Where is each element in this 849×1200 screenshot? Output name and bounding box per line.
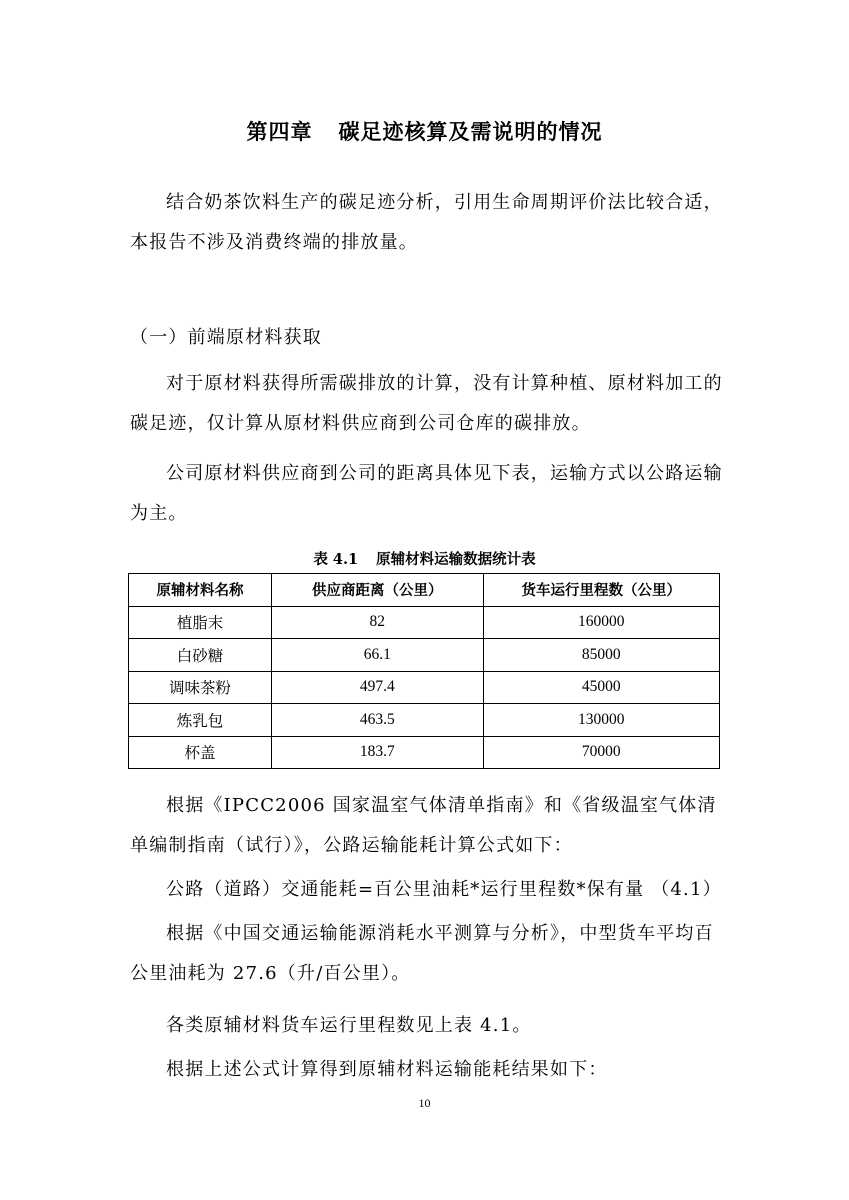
table-row (129, 704, 720, 737)
intro-paragraph: 结合奶茶饮料生产的碳足迹分析，引用生命周期评价法比较合适，本报告不涉及消费终端的排放量。 (130, 192, 723, 253)
table-cell: 植脂末 (129, 606, 272, 639)
paragraph-6: 根据上述公式计算得到原辅材料运输能耗结果如下： (166, 1059, 608, 1080)
table-header-cell: 供应商距离（公里） (271, 574, 483, 607)
table-cell: 炼乳包 (129, 704, 272, 737)
table-cell: 130000 (483, 704, 719, 737)
table-row (129, 606, 720, 639)
table-caption-text: 原辅材料运输数据统计表 (376, 551, 536, 568)
paragraph-3: 根据《IPCC2006 国家温室气体清单指南》和《省级温室气体清单编制指南（试行）》，公路运输能耗计算公式如下： (130, 795, 717, 856)
formula-line: 公路（道路）交通能耗=百公里油耗*运行里程数*保有量 （4.1） (166, 879, 722, 900)
table-header-row (129, 574, 720, 607)
table-caption (0, 548, 849, 569)
table-row (129, 736, 720, 769)
table-cell: 183.7 (271, 736, 483, 769)
section-heading: （一）前端原材料获取 (130, 327, 322, 348)
table-header-cell: 货车运行里程数（公里） (483, 574, 719, 607)
table-cell: 82 (271, 606, 483, 639)
table-cell: 463.5 (271, 704, 483, 737)
table-cell: 497.4 (271, 671, 483, 704)
page-number: 10 (418, 1096, 431, 1110)
table-cell: 杯盖 (129, 736, 272, 769)
table-cell: 调味茶粉 (129, 671, 272, 704)
table-cell: 85000 (483, 639, 719, 672)
table-cell: 70000 (483, 736, 719, 769)
table-cell: 160000 (483, 606, 719, 639)
paragraph-1: 对于原材料获得所需碳排放的计算，没有计算种植、原材料加工的碳足迹，仅计算从原材料供应商到公司仓库的碳排放。 (130, 373, 723, 434)
table-cell: 66.1 (271, 639, 483, 672)
chapter-number: 第四章 (246, 120, 313, 144)
table-row (129, 671, 720, 704)
paragraph-4: 根据《中国交通运输能源消耗水平测算与分析》，中型货车平均百公里油耗为 27.6（升/百公里）。 (130, 923, 714, 984)
table-cell: 白砂糖 (129, 639, 272, 672)
materials-table (128, 573, 720, 769)
table-header-cell: 原辅材料名称 (129, 574, 272, 607)
chapter-title (0, 116, 849, 146)
table-row (129, 639, 720, 672)
table-cell: 45000 (483, 671, 719, 704)
chapter-title-text: 碳足迹核算及需说明的情况 (338, 120, 603, 144)
table-caption-number: 表 4.1 (313, 551, 359, 568)
paragraph-5: 各类原辅材料货车运行里程数见上表 4.1。 (166, 1015, 532, 1036)
paragraph-2: 公司原材料供应商到公司的距离具体见下表，运输方式以公路运输为主。 (130, 463, 723, 524)
